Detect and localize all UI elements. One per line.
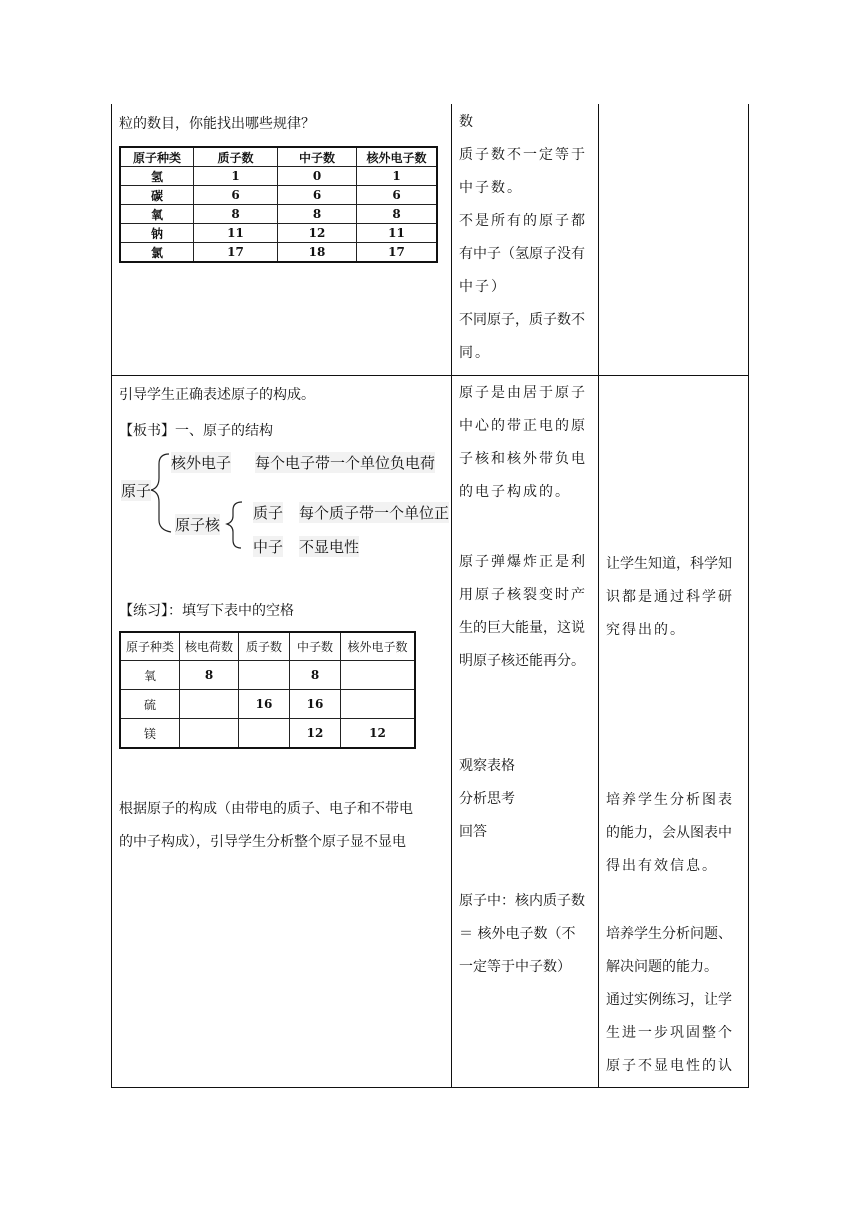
table-header-cell: 核外电子数 [341, 632, 416, 661]
table-cell: 碳 [120, 186, 194, 205]
text-line: 数 [459, 114, 475, 130]
text-line: ＝ 核外电子数（不 [459, 926, 576, 942]
table-cell: 16 [290, 690, 341, 719]
text-line: 得出有效信息。 [606, 858, 718, 874]
text-line: 同。 [459, 345, 491, 361]
text-line: 用原子核裂变时产 [459, 587, 587, 603]
table-cell: 6 [194, 186, 278, 205]
text-line: 解决问题的能力。 [606, 959, 718, 975]
table-cell [341, 690, 416, 719]
table-cell: 氢 [120, 167, 194, 186]
table-cell: 氧 [120, 205, 194, 224]
text-line: 的能力，会从图表中 [606, 825, 732, 841]
text-line: 生的巨大能量，这说 [459, 620, 585, 636]
text-line: 的中子构成），引导学生分析整个原子显不显电 [119, 834, 406, 850]
table-row [120, 167, 437, 186]
table-cell [180, 690, 239, 719]
atom-definition-text [459, 377, 587, 509]
table-cell: 8 [180, 661, 239, 690]
text-line: 分析思考 [459, 791, 515, 807]
text-line: 回答 [459, 824, 487, 840]
exercise-table [119, 631, 416, 749]
text-line: 生进一步巩固整个 [606, 1025, 734, 1041]
table-cell [239, 661, 290, 690]
table-header-cell: 中子数 [278, 147, 357, 167]
table-row-divider [111, 375, 749, 376]
proton-electron-equality-text [459, 885, 585, 984]
text-line: 通过实例练习，让学 [606, 992, 732, 1008]
table-cell: 17 [357, 243, 438, 263]
table-header-cell: 质子数 [194, 147, 278, 167]
table-cell: 氯 [120, 243, 194, 263]
neutron-label: 中子 [253, 538, 284, 556]
table-row [120, 186, 437, 205]
table-cell [180, 719, 239, 749]
text-line: 子核和核外带负电 [459, 451, 587, 467]
table-row [120, 719, 415, 749]
text-line: 的电子构成的。 [459, 484, 571, 500]
table-cell: 8 [194, 205, 278, 224]
atom-label: 原子 [121, 482, 152, 500]
table-row [120, 224, 437, 243]
atomic-bomb-text [459, 546, 587, 678]
table-header-cell: 中子数 [290, 632, 341, 661]
table-cell: 6 [357, 186, 438, 205]
row1-student-activity [459, 106, 587, 370]
table-cell: 18 [278, 243, 357, 263]
text-line: 让学生知道，科学知 [606, 556, 732, 572]
design-intent-problem-solving [606, 918, 734, 1083]
table-header-cell: 核电荷数 [180, 632, 239, 661]
text-line: 究得出的。 [606, 622, 686, 638]
row1-question-text: 粒的数目，你能找出哪些规律？ [119, 116, 315, 132]
table-cell: 8 [357, 205, 438, 224]
text-line: 原子弹爆炸正是利 [459, 554, 587, 570]
text-line: 中心的带正电的原 [459, 418, 587, 434]
table-header-row [120, 147, 437, 167]
design-intent-science [606, 548, 734, 647]
table-cell: 1 [357, 167, 438, 186]
text-line: 原子是由居于原子 [459, 385, 587, 401]
table-border-right [748, 104, 749, 1088]
text-line: 培养学生分析图表 [606, 792, 734, 808]
table-header-cell: 核外电子数 [357, 147, 438, 167]
text-line: 原子中：核内质子数 [459, 893, 585, 909]
table-border-col2 [451, 104, 452, 1088]
table-cell [239, 719, 290, 749]
neutron-desc: 不显电性 [299, 538, 360, 556]
table-header-cell: 质子数 [239, 632, 290, 661]
text-line: 一定等于中子数） [459, 959, 571, 975]
electron-label: 核外电子 [171, 454, 232, 472]
student-actions-text [459, 750, 515, 849]
text-line: 中子数。 [459, 180, 523, 196]
text-line: 识都是通过科学研 [606, 589, 734, 605]
text-line: 中子） [459, 279, 507, 295]
atom-structure-diagram [119, 448, 451, 560]
table-cell: 12 [278, 224, 357, 243]
table-row [120, 243, 437, 263]
row2-analysis-text [119, 793, 413, 859]
table-cell: 镁 [120, 719, 180, 749]
table-cell: 6 [278, 186, 357, 205]
text-line: 根据原子的构成（由带电的质子、电子和不带电 [119, 801, 413, 817]
text-line: 不是所有的原子都 [459, 213, 587, 229]
table-cell: 11 [357, 224, 438, 243]
nucleus-label: 原子核 [175, 516, 221, 534]
row2-intro-text: 引导学生正确表述原子的构成。 [119, 387, 315, 403]
table-header-cell: 原子种类 [120, 632, 180, 661]
table-row [120, 690, 415, 719]
text-line: 不同原子，质子数不 [459, 312, 585, 328]
electron-desc: 每个电子带一个单位负电荷 [255, 454, 436, 472]
proton-label: 质子 [253, 504, 284, 522]
table-cell: 12 [341, 719, 416, 749]
table-cell [341, 661, 416, 690]
table-header-row [120, 632, 415, 661]
table-cell: 12 [290, 719, 341, 749]
table-cell: 8 [278, 205, 357, 224]
text-line: 明原子核还能再分。 [459, 653, 585, 669]
table-border-left [111, 104, 112, 1088]
table-cell: 17 [194, 243, 278, 263]
table-header-cell: 原子种类 [120, 147, 194, 167]
table-row [120, 661, 415, 690]
table-cell: 钠 [120, 224, 194, 243]
text-line: 有中子（氢原子没有 [459, 246, 585, 262]
table-cell: 8 [290, 661, 341, 690]
board-heading: 【板书】一、原子的结构 [119, 423, 273, 439]
text-line: 观察表格 [459, 758, 515, 774]
text-line: 培养学生分析问题、 [606, 926, 732, 942]
atom-composition-table [119, 146, 438, 263]
proton-desc: 每个质子带一个单位正 [299, 504, 450, 522]
table-border-col3 [598, 104, 599, 1088]
table-border-bottom [111, 1087, 749, 1088]
table-cell: 16 [239, 690, 290, 719]
table-cell: 硫 [120, 690, 180, 719]
table-cell: 1 [194, 167, 278, 186]
exercise-heading: 【练习】：填写下表中的空格 [119, 603, 294, 619]
table-row [120, 205, 437, 224]
design-intent-chart-analysis [606, 784, 734, 883]
text-line: 质子数不一定等于 [459, 147, 587, 163]
table-cell: 0 [278, 167, 357, 186]
table-cell: 11 [194, 224, 278, 243]
text-line: 原子不显电性的认 [606, 1058, 734, 1074]
table-cell: 氧 [120, 661, 180, 690]
